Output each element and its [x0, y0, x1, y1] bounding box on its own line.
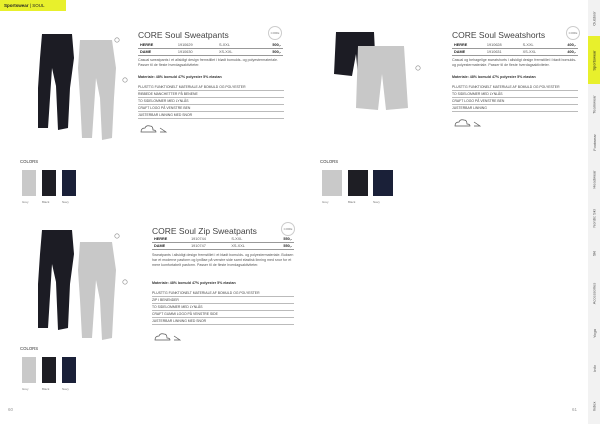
- wind-icon: [474, 122, 480, 126]
- product-image-sweatshorts: [328, 28, 428, 128]
- product-image-zip-sweatpants: [30, 224, 130, 344]
- swatch-label: Navy: [373, 200, 380, 204]
- list-item: JUSTERBAR LINNING: [452, 105, 578, 112]
- color-swatch-black[interactable]: [42, 170, 56, 196]
- product-material: Materiale: 48% bomuld 47% polyester 5% elastan: [138, 75, 222, 79]
- page-number-right: 61: [572, 407, 578, 412]
- feature-list-sweatshorts: [452, 84, 578, 112]
- tab-ski[interactable]: Ski: [591, 250, 597, 256]
- table-row: HERRE 1910628 S-XXL 400,-: [454, 43, 576, 47]
- swatch-label: Black: [42, 200, 50, 204]
- tab-footwear[interactable]: Footwear: [591, 133, 597, 151]
- color-swatch-black[interactable]: [348, 170, 368, 196]
- tab-teamwear[interactable]: Teamwear: [591, 94, 597, 114]
- list-item: JUSTERBAR LINNING MED SNOR: [138, 112, 284, 119]
- swatch-label: Black: [42, 387, 50, 391]
- male-symbol-icon: [115, 38, 119, 42]
- spec-table-sweatshorts: [452, 42, 578, 56]
- product-title-sweatpants: CORE Soul Sweatpants: [138, 30, 229, 40]
- table-row: DAME 1910747 XS-XXL 550,-: [154, 244, 292, 248]
- list-item: RIBBEDE MANCHETTER PÅ BENENE: [138, 91, 284, 98]
- list-item: TO SIDELOMMER MED LYNLÅS: [138, 98, 284, 105]
- female-symbol-icon: [416, 66, 420, 70]
- section-tag: Sportswear | SOUL: [0, 0, 66, 11]
- list-item: CRAFT GUMMI LOGO PÅ VENSTRE SIDE: [152, 311, 294, 318]
- core-badge-icon: CORE: [566, 26, 580, 40]
- swatch-label: Grey: [22, 387, 29, 391]
- swatch-label: Grey: [322, 200, 329, 204]
- color-swatch-black[interactable]: [42, 357, 56, 383]
- tab-accessories[interactable]: Accessories: [591, 282, 597, 304]
- product-title-zip-sweatpants: CORE Soul Zip Sweatpants: [152, 226, 257, 236]
- tab-headwear[interactable]: Headwear: [591, 169, 597, 189]
- swatch-label: Grey: [22, 200, 29, 204]
- list-item: PLUSTTG FUNKTIONELT MATERIALE AF BOMULD OG POLYESTER: [138, 84, 284, 91]
- product-material: Materiale: 48% bomuld 47% polyester 5% elastan: [452, 75, 536, 79]
- wind-icon: [160, 128, 166, 132]
- color-swatch-grey[interactable]: [22, 357, 36, 383]
- list-item: PLUSTTG FUNKTIONELT MATERIALE AF BOMULD OG POLYESTER: [452, 84, 578, 91]
- list-item: TO SIDELOMMER MED LYNLÅS: [152, 304, 294, 311]
- tab-nordic-ski[interactable]: Nordic Ski: [591, 208, 597, 228]
- tab-outdoor[interactable]: Outdoor: [591, 10, 597, 26]
- product-image-sweatpants: [30, 28, 130, 146]
- swatch-label: Navy: [62, 200, 69, 204]
- side-tabs: [588, 0, 600, 424]
- color-swatch-grey[interactable]: [22, 170, 36, 196]
- table-row: DAME 1910630 XS-XXL 500,-: [140, 50, 281, 54]
- spec-table-zip-sweatpants: [152, 236, 294, 250]
- weather-cloud-icon: [141, 126, 156, 132]
- list-item: CRAFT LOGO PÅ VENSTRE BEN: [138, 105, 284, 112]
- colors-label: COLORS: [20, 346, 39, 351]
- list-item: JUSTERBAR LINNING MED SNOR: [152, 318, 294, 325]
- tab-info[interactable]: Info: [591, 364, 597, 372]
- female-symbol-icon: [123, 280, 127, 284]
- feature-list-zip-sweatpants: [152, 290, 294, 325]
- color-swatch-navy[interactable]: [62, 357, 76, 383]
- male-symbol-icon: [115, 234, 119, 238]
- swatch-label: Navy: [62, 387, 69, 391]
- core-badge-icon: CORE: [281, 222, 295, 236]
- swatch-label: Black: [348, 200, 356, 204]
- list-item: CRAFT LOGO PÅ VENSTRE BEN: [452, 98, 578, 105]
- care-icons: [152, 332, 188, 346]
- list-item: TO SIDELOMMER MED LYNLÅS: [452, 91, 578, 98]
- list-item: PLUSTTG FUNKTIONELT MATERIALE AF BOMULD OG POLYESTER: [152, 290, 294, 297]
- tab-sportswear[interactable]: Sportswear: [588, 36, 600, 84]
- section-category: Sportswear: [4, 3, 29, 8]
- product-description: Casual sweatpants i et allsidigt design fremstillet i blødt bomulds- og polyestermateriale. Passer til de fleste hverdagsaktiviteter.: [138, 58, 279, 67]
- feature-list-sweatpants: [138, 84, 284, 119]
- tab-index[interactable]: Index: [591, 401, 597, 411]
- weather-cloud-icon: [155, 334, 170, 340]
- core-badge-icon: CORE: [268, 26, 282, 40]
- product-description: Casual og behagelige sweatshorts i allsidigt design fremstillet i blødt bomulds- og polyestermateriale. Passer til de fleste hverdagsaktiviteter.: [452, 58, 577, 67]
- care-icons: [452, 118, 488, 132]
- table-row: HERRE 1910744 S-XXL 550,-: [154, 237, 292, 241]
- product-title-sweatshorts: CORE Soul Sweatshorts: [452, 30, 546, 40]
- product-description: Sweatpants i allsidigt design fremstillet i et blødt bomulds- og polyestermateriale. Buksen har et moderne pasform og lynlåse på venstre side samt elastisk linning med snor for et mere komfortabelt pasform. Passer til de fleste hverdagsaktiviteter.: [152, 253, 294, 267]
- tab-yoga[interactable]: Yoga: [591, 328, 597, 338]
- care-icons: [138, 124, 174, 138]
- female-symbol-icon: [123, 78, 127, 82]
- color-swatch-navy[interactable]: [373, 170, 393, 196]
- weather-cloud-icon: [455, 120, 470, 126]
- color-swatch-navy[interactable]: [62, 170, 76, 196]
- wind-icon: [174, 336, 180, 340]
- page-number-left: 60: [8, 407, 14, 412]
- colors-label: COLORS: [20, 159, 39, 164]
- colors-label: COLORS: [320, 159, 339, 164]
- section-sub: SOUL: [32, 3, 45, 8]
- table-row: HERRE 1910629 S-XXL 500,-: [140, 43, 281, 47]
- product-material: Materiale: 48% bomuld 47% polyester 5% elastan: [152, 281, 236, 285]
- table-row: DAME 1910631 XS-XXL 400,-: [454, 50, 576, 54]
- list-item: ZIP I BENENDER: [152, 297, 294, 304]
- color-swatch-grey[interactable]: [322, 170, 342, 196]
- spec-table-sweatpants: [138, 42, 283, 56]
